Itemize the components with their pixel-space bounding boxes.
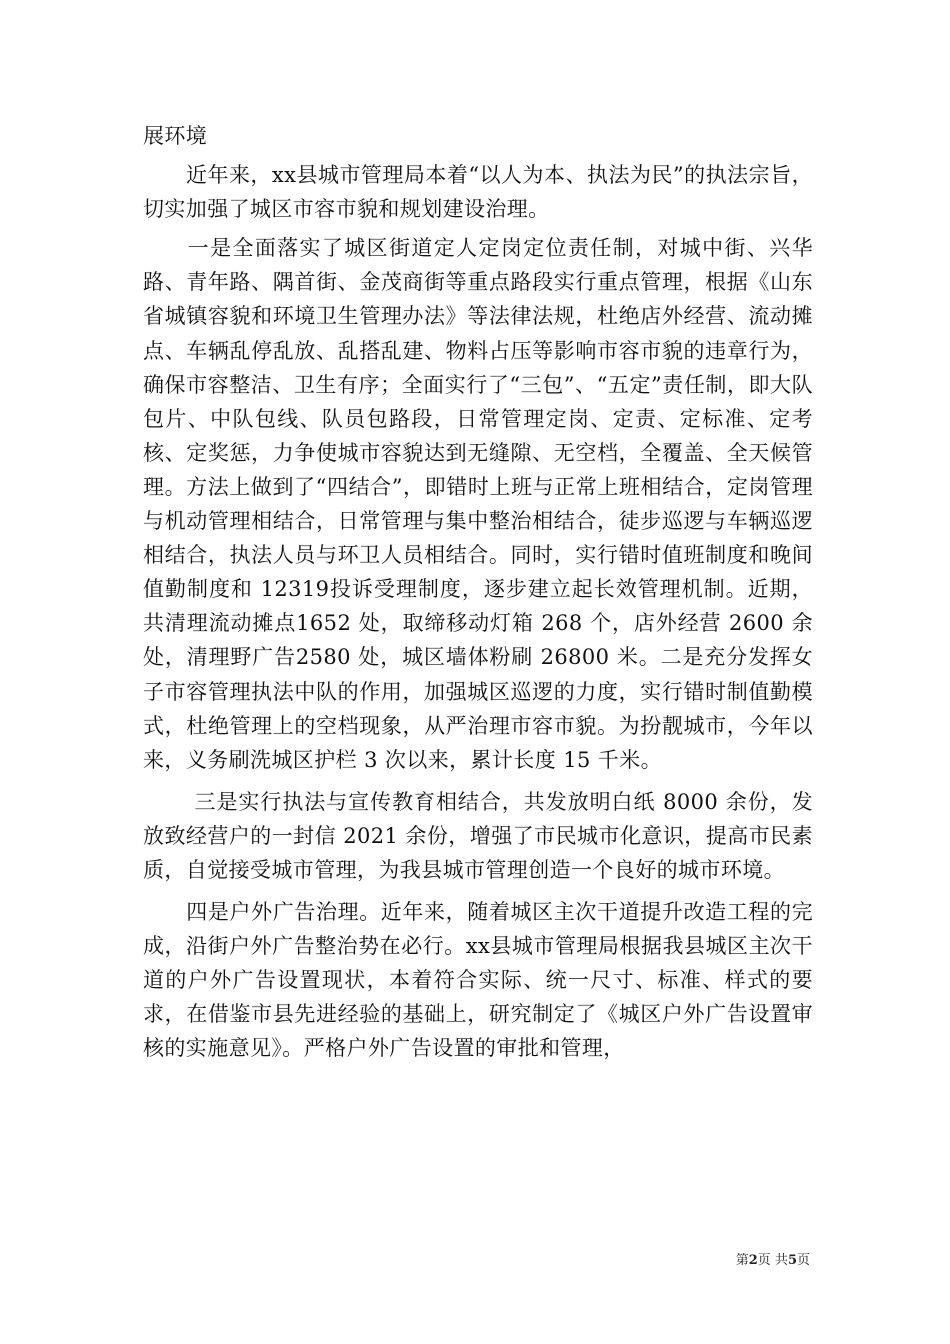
text-line: 2580 处，城区墙体粉刷 26800 米。二是充分发挥女子市容管理执法	[143, 645, 813, 704]
text-line: 卫人员相结合。同时，实行错时值班制度和晚间值勤制度和 12319	[143, 543, 813, 602]
text-line: 区主次干道的户外广告设置现状，本着符合实际、统一尺寸、标准、	[143, 934, 813, 993]
text-line: 理上的空档现象，从严治理市容市貌。为扮靓城市，今年以来，义	[143, 713, 814, 772]
text-line: 《山东省城镇容貌和环境卫生管理办法》等法律法规，杜绝店外经	[143, 270, 813, 329]
paragraph-first	[143, 231, 813, 777]
text-line: 发放致经营户的一封信 2021 余份，增强了市民城市化意识，提高市	[143, 789, 813, 848]
page-footer	[680, 1249, 810, 1268]
paragraph-third	[143, 785, 813, 887]
text-line: 务刷洗城区护栏 3 次以来，累计长度 15 千米。	[207, 747, 662, 772]
text-line: 隙、无空档，全覆盖、全天候管理。方法上做到了“四结合”，即	[143, 440, 813, 499]
text-line: “五定”责任制，即大队包片、中队包线、队员包路段，日常管理	[143, 372, 813, 431]
text-line: 错时上班与正常上班相结合，定岗管理与机动管理相结合，日常管	[143, 474, 813, 534]
text-line: 华路、青年路、隅首街、金茂商街等重点路段实行重点管理，根据	[143, 236, 813, 295]
text-line: 三是实行执法与宣传教育相结合，共发放明白纸 8000 余份，	[143, 789, 792, 814]
footer-prefix: 第	[735, 1253, 749, 1268]
paragraph-fourth	[143, 895, 813, 1065]
text-line: 1652 处，取缔移动灯箱 268 个，店外经营 2600 余处，清理野广告	[143, 611, 813, 670]
text-line: 法宗旨，切实加强了城区市容市貌和规划建设治理。	[143, 163, 813, 222]
footer-current-page: 2	[748, 1253, 758, 1268]
text-line: 四是户外广告治理。近年来，随着城区主次干道提升改造工程	[143, 900, 770, 925]
text-line: 貌的违章行为，确保市容整洁、卫生有序；全面实行了“三包”、	[143, 338, 813, 397]
footer-middle: 页 共	[757, 1253, 788, 1268]
text-line: 一是全面落实了城区街道定人定岗定位责任制，对城中街、兴	[143, 236, 792, 261]
text-line: 民素质，自觉接受城市管理，为我县城市管理创造一个良好的城市	[143, 823, 813, 882]
text-line: 理与集中整治相结合，徒步巡逻与车辆巡逻相结合，执法人员与环	[143, 509, 813, 568]
footer-total-pages: 5	[787, 1253, 797, 1268]
text-line: 展环境	[143, 124, 208, 148]
body-text	[143, 119, 813, 1066]
text-line: 样式的要求，在借鉴市县先进经验的基础上，研究制定了《城区户	[143, 968, 813, 1027]
text-line: 环境。	[720, 857, 786, 882]
text-line: 外广告设置审核的实施意见》。严格户外广告设置的审批和管理，	[143, 1002, 813, 1061]
text-line: 定岗、定责、定标准、定考核、定奖惩，力争使城市容貌达到无缝	[143, 406, 813, 465]
text-line: 投诉受理制度，逐步建立起长效管理机制。近期，共清理流动摊点	[143, 577, 813, 636]
text-line: 中队的作用，加强城区巡逻的力度，实行错时制值勤模式，杜绝管	[143, 679, 813, 738]
text-line: 近年来，xx县城市管理局本着“以人为本、执法为民”的执	[143, 163, 728, 188]
paragraph-intro	[143, 119, 813, 153]
footer-suffix: 页	[796, 1253, 810, 1268]
text-line: 营、流动摊点、车辆乱停乱放、乱搭乱建、物料占压等影响市容市	[143, 304, 814, 363]
text-line: 的完成，沿街户外广告整治势在必行。xx县城市管理局根据我县城	[143, 900, 813, 959]
paragraph-recent-years	[143, 158, 813, 226]
